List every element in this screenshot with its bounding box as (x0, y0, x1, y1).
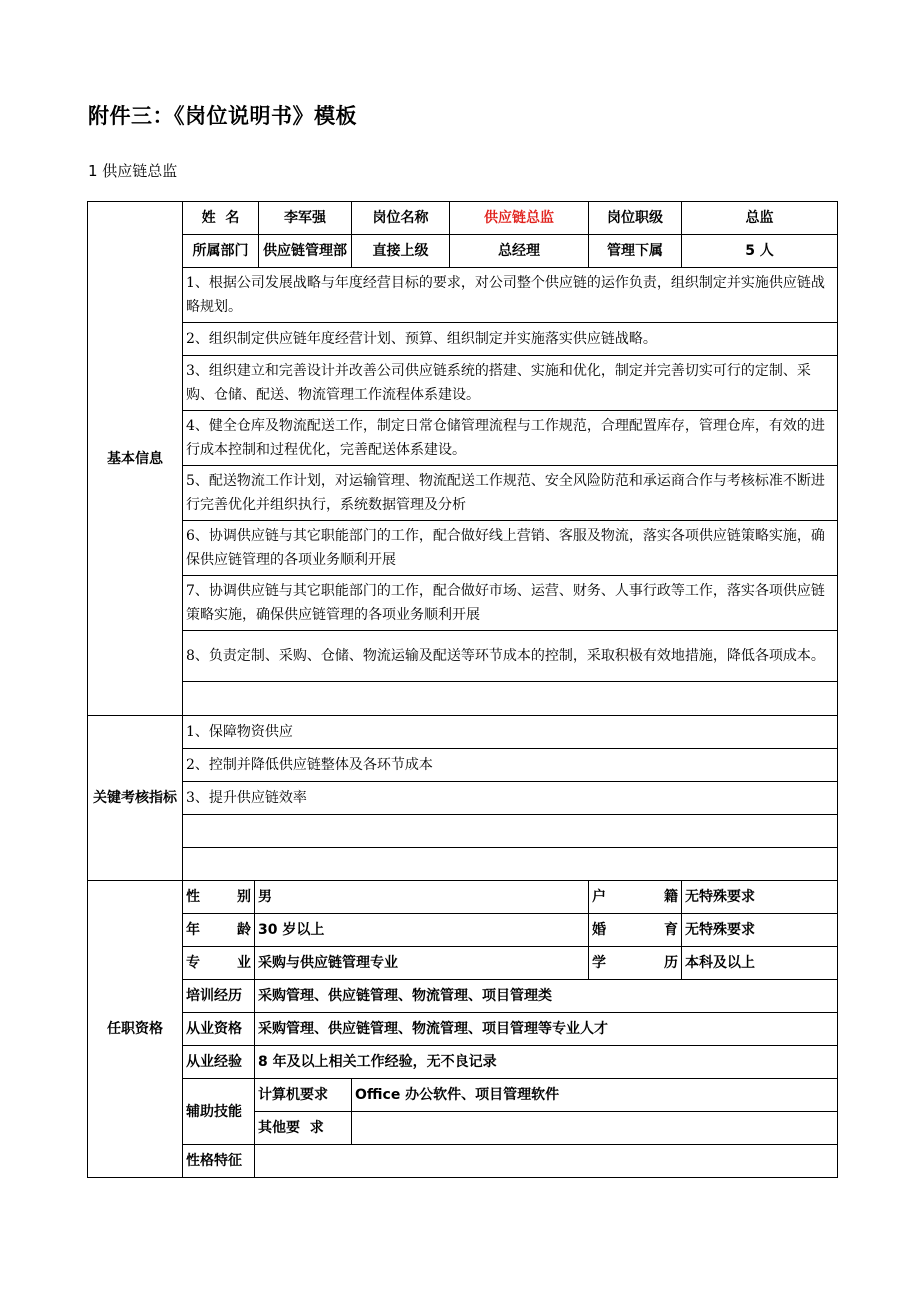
experience-label: 从业经验 (183, 1046, 255, 1079)
job-description-table (87, 201, 838, 1178)
personality-value (255, 1145, 838, 1178)
computer-label: 计算机要求 (255, 1079, 352, 1112)
gender-label: 性 别 (183, 881, 255, 914)
major-value: 采购与供应链管理专业 (255, 947, 589, 980)
kpi-item: 3、提升供应链效率 (183, 782, 838, 815)
experience-value: 8 年及以上相关工作经验，无不良记录 (255, 1046, 838, 1079)
kpi-empty-row (183, 848, 838, 881)
duty-item: 4、健全仓库及物流配送工作，制定日常仓储管理流程与工作规范，合理配置库存，管理仓库，有效的进行成本控制和过程优化，完善配送体系建设。 (183, 411, 838, 466)
grade-value: 总监 (682, 202, 838, 235)
age-value: 30 岁以上 (255, 914, 589, 947)
dept-label: 所属部门 (183, 235, 259, 268)
section-title: 1 供应链总监 (88, 162, 178, 180)
duty-empty-row (183, 682, 838, 716)
gender-value: 男 (255, 881, 589, 914)
qualification-label: 任职资格 (88, 881, 183, 1178)
kpi-item: 1、保障物资供应 (183, 716, 838, 749)
grade-label: 岗位职级 (589, 202, 682, 235)
qualification-req-value: 采购管理、供应链管理、物流管理、项目管理等专业人才 (255, 1013, 838, 1046)
dept-value: 供应链管理部 (259, 235, 352, 268)
position-value: 供应链总监 (450, 202, 589, 235)
training-value: 采购管理、供应链管理、物流管理、项目管理类 (255, 980, 838, 1013)
duty-item: 7、协调供应链与其它职能部门的工作，配合做好市场、运营、财务、人事行政等工作，落实各项供应链策略实施，确保供应链管理的各项业务顺利开展 (183, 576, 838, 631)
subordinates-label: 管理下属 (589, 235, 682, 268)
age-label: 年 龄 (183, 914, 255, 947)
duty-item: 2、组织制定供应链年度经营计划、预算、组织制定并实施落实供应链战略。 (183, 323, 838, 356)
subordinates-value: 5 人 (682, 235, 838, 268)
duty-item: 8、负责定制、采购、仓储、物流运输及配送等环节成本的控制，采取积极有效地措施，降低各项成本。 (183, 631, 838, 682)
duty-item: 6、协调供应链与其它职能部门的工作，配合做好线上营销、客服及物流，落实各项供应链策略实施，确保供应链管理的各项业务顺利开展 (183, 521, 838, 576)
superior-label: 直接上级 (352, 235, 450, 268)
marriage-value: 无特殊要求 (682, 914, 838, 947)
superior-value: 总经理 (450, 235, 589, 268)
name-value: 李军强 (259, 202, 352, 235)
other-label: 其他要 求 (255, 1112, 352, 1145)
hukou-label: 户 籍 (589, 881, 682, 914)
kpi-empty-row (183, 815, 838, 848)
major-label: 专 业 (183, 947, 255, 980)
kpi-label: 关键考核指标 (88, 716, 183, 881)
page-title: 附件三：《岗位说明书》模板 (88, 104, 357, 128)
other-value (352, 1112, 838, 1145)
hukou-value: 无特殊要求 (682, 881, 838, 914)
duty-item: 1、根据公司发展战略与年度经营目标的要求，对公司整个供应链的运作负责，组织制定并实施供应链战略规划。 (183, 268, 838, 323)
skills-label: 辅助技能 (183, 1079, 255, 1145)
duty-item: 3、组织建立和完善设计并改善公司供应链系统的搭建、实施和优化，制定并完善切实可行的定制、采购、仓储、配送、物流管理工作流程体系建设。 (183, 356, 838, 411)
training-label: 培训经历 (183, 980, 255, 1013)
education-label: 学 历 (589, 947, 682, 980)
duty-item: 5、配送物流工作计划，对运输管理、物流配送工作规范、安全风险防范和承运商合作与考核标准不断进行完善优化并组织执行，系统数据管理及分析 (183, 466, 838, 521)
personality-label: 性格特征 (183, 1145, 255, 1178)
computer-value: Office 办公软件、项目管理软件 (352, 1079, 838, 1112)
position-label: 岗位名称 (352, 202, 450, 235)
qualification-req-label: 从业资格 (183, 1013, 255, 1046)
kpi-item: 2、控制并降低供应链整体及各环节成本 (183, 749, 838, 782)
basic-info-label: 基本信息 (88, 202, 183, 716)
marriage-label: 婚 育 (589, 914, 682, 947)
name-label: 姓 名 (183, 202, 259, 235)
education-value: 本科及以上 (682, 947, 838, 980)
